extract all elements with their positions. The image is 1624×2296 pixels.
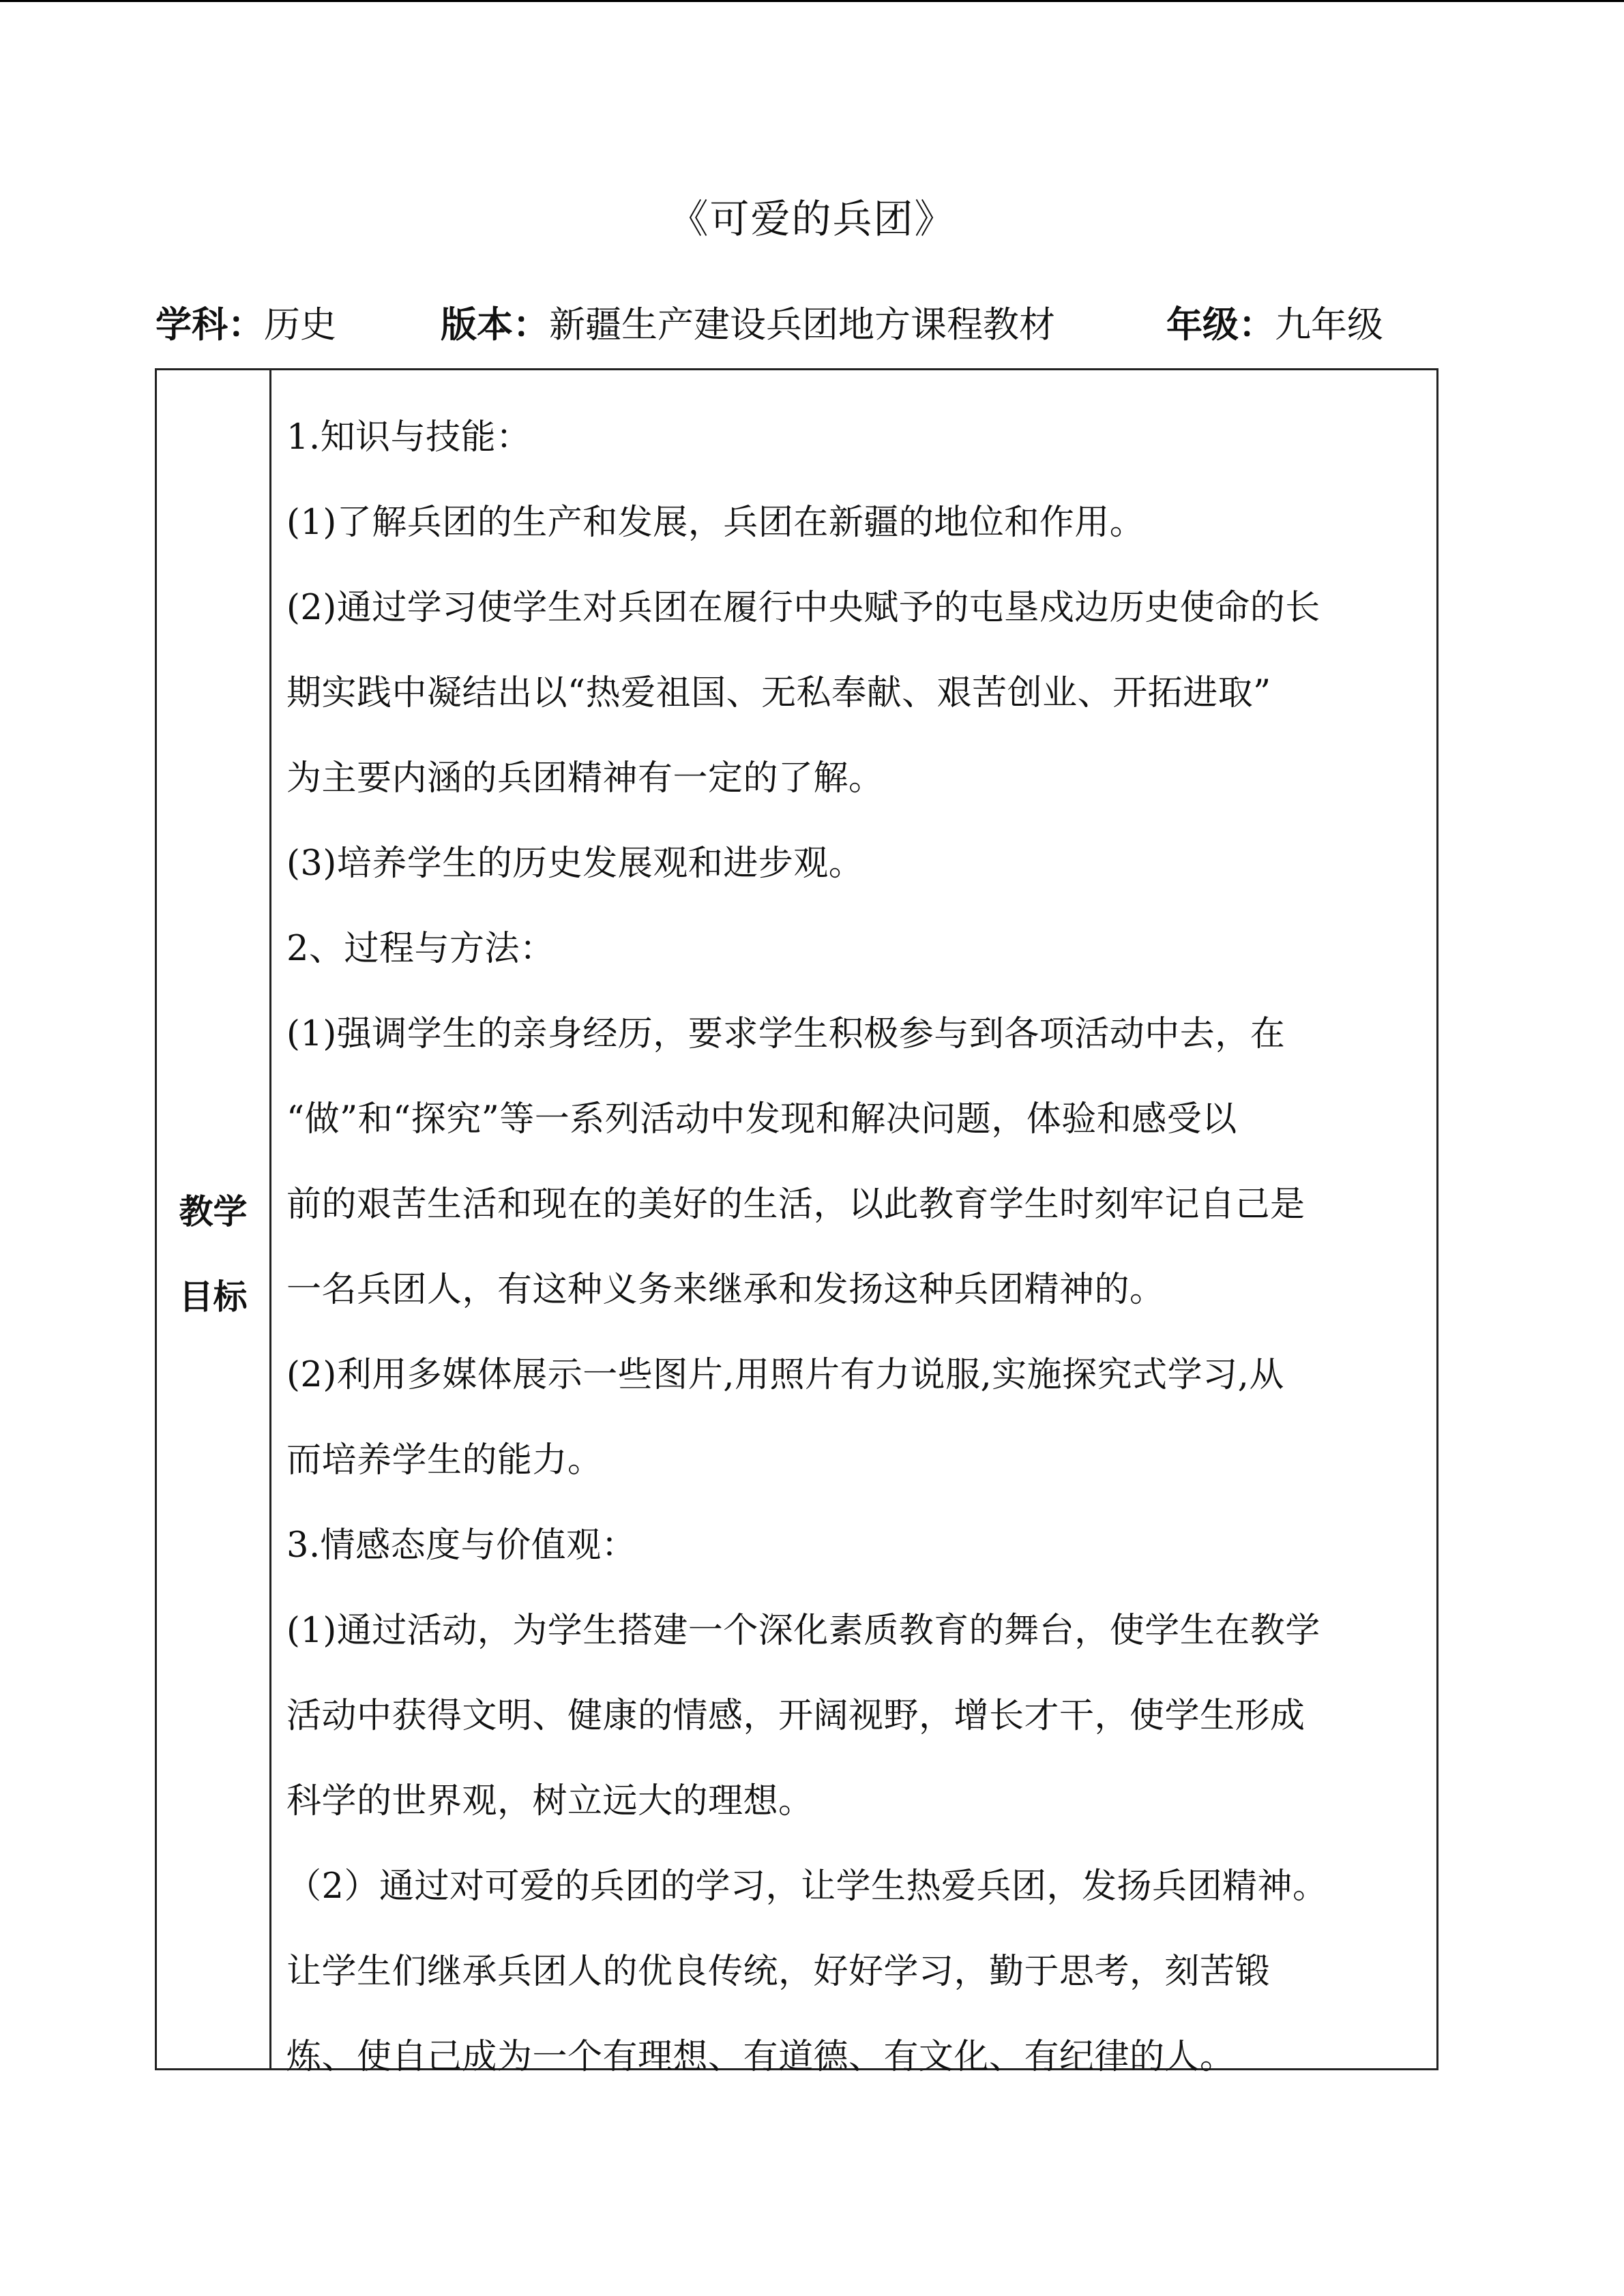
content-line: （2）通过对可爱的兵团的学习，让学生热爱兵团，发扬兵团精神。 bbox=[286, 1866, 1328, 1907]
content-line: (1)通过活动，为学生搭建一个深化素质教育的舞台，使学生在教学 bbox=[286, 1611, 1320, 1651]
content-line: (2)通过学习使学生对兵团在履行中央赋予的屯垦戍边历史使命的长 bbox=[286, 588, 1320, 628]
edition-value: 新疆生产建设兵团地方课程教材 bbox=[549, 304, 1055, 346]
content-line: “做”和“探究”等一系列活动中发现和解决问题，体验和感受以 bbox=[286, 1099, 1237, 1139]
content-line: (1)强调学生的亲身经历，要求学生积极参与到各项活动中去，在 bbox=[286, 1014, 1286, 1054]
grade-field bbox=[1166, 295, 1383, 356]
edition-field bbox=[441, 295, 1055, 356]
document-title: 《可爱的兵团》 bbox=[668, 196, 956, 242]
content-line: 期实践中凝结出以“热爱祖国、无私奉献、艰苦创业、开拓进取” bbox=[286, 673, 1271, 713]
subject-label: 学科： bbox=[156, 304, 264, 346]
content-line: (1)了解兵团的生产和发展，兵团在新疆的地位和作用。 bbox=[286, 503, 1145, 543]
subject-field bbox=[156, 295, 336, 356]
row-label-line: 目标 bbox=[179, 1277, 248, 1317]
content-line: 让学生们继承兵团人的优良传统，好好学习，勤于思考，刻苦锻 bbox=[286, 1952, 1271, 1992]
content-line: 而培养学生的能力。 bbox=[286, 1440, 603, 1480]
content-line: 前的艰苦生活和现在的美好的生活，以此教育学生时刻牢记自己是 bbox=[286, 1184, 1305, 1225]
teaching-objectives-table bbox=[155, 368, 1438, 2077]
content-line: 为主要内涵的兵团精神有一定的了解。 bbox=[286, 758, 884, 799]
subject-value: 历史 bbox=[264, 304, 336, 346]
grade-value: 九年级 bbox=[1275, 304, 1383, 346]
objectives-content-cell bbox=[286, 395, 1432, 2100]
content-line: (3)培养学生的历史发展观和进步观。 bbox=[286, 844, 864, 884]
row-label-line: 教学 bbox=[179, 1192, 248, 1232]
edition-label: 版本： bbox=[441, 304, 549, 346]
grade-label: 年级： bbox=[1166, 304, 1275, 346]
content-line: 活动中获得文明、健康的情感，开阔视野，增长才干，使学生形成 bbox=[286, 1696, 1305, 1736]
content-line: 3.情感态度与价值观： bbox=[286, 1525, 637, 1566]
content-line: 1.知识与技能： bbox=[286, 417, 531, 458]
content-line: 炼、使自己成为一个有理想、有道德、有文化、有纪律的人。 bbox=[286, 2037, 1235, 2077]
row-label-cell bbox=[157, 370, 271, 2068]
top-border-line bbox=[0, 0, 1624, 2]
content-line: 科学的世界观，树立远大的理想。 bbox=[286, 1781, 814, 1821]
content-line: 2、过程与方法： bbox=[286, 929, 555, 969]
row-label bbox=[157, 1169, 269, 1340]
content-line: (2)利用多媒体展示一些图片,用照片有力说服,实施探究式学习,从 bbox=[286, 1355, 1284, 1395]
content-line: 一名兵团人，有这种义务来继承和发扬这种兵团精神的。 bbox=[286, 1270, 1165, 1310]
